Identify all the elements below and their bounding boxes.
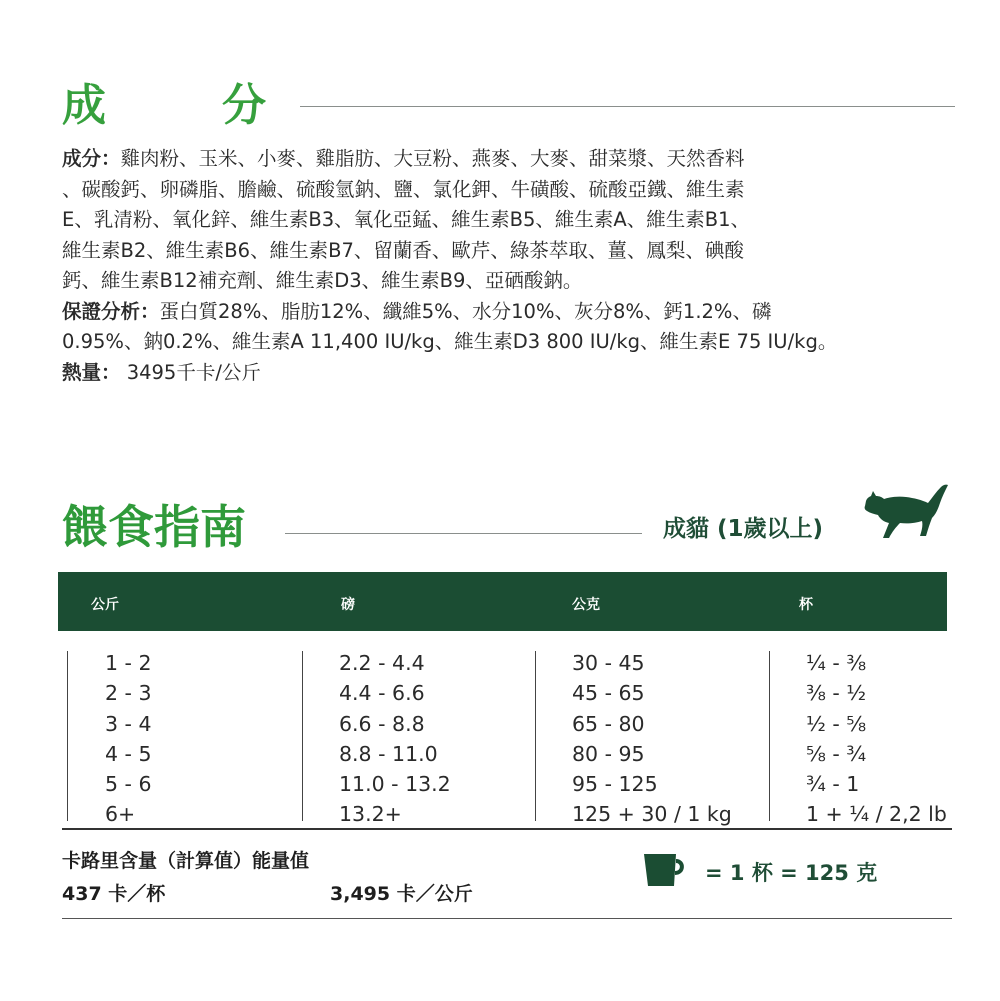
footer-rule (62, 918, 952, 919)
table-cell: 4.4 - 6.6 (339, 681, 425, 706)
table-bottom-rule (62, 828, 952, 830)
table-cell: 65 - 80 (572, 711, 645, 736)
guaranteed-analysis-line (62, 327, 962, 358)
header-grams: 公克 (572, 597, 600, 613)
table-cell: 125 + 30 / 1 kg (572, 802, 732, 827)
table-cell: 3 - 4 (105, 711, 152, 736)
table-cell: 13.2+ (339, 802, 402, 827)
ingredients-text: 維生素B2、維生素B6、維生素B7、留蘭香、歐芹、綠茶萃取、薑、鳳梨、碘酸 (62, 238, 744, 262)
ingredients-paragraph (62, 144, 962, 388)
table-cell: ⅝ - ¾ (806, 741, 867, 766)
ingredients-text: 雞肉粉、玉米、小麥、雞脂肪、大豆粉、燕麥、大麥、甜菜漿、天然香料 (120, 147, 745, 170)
header-lb: 磅 (341, 597, 355, 613)
ingredients-line (62, 236, 962, 267)
table-cell: 45 - 65 (572, 681, 645, 706)
table-cell: 8.8 - 11.0 (339, 741, 438, 766)
guaranteed-analysis-text: 蛋白質28%、脂肪12%、纖維5%、水分10%、灰分8%、鈣1.2%、磷 (159, 299, 772, 323)
header-kg: 公斤 (91, 597, 119, 613)
feeding-guide-title: 餵食指南 (62, 500, 246, 554)
table-cell: 6+ (105, 802, 136, 827)
cups-column (806, 648, 947, 830)
column-divider (67, 651, 68, 821)
ingredients-line (62, 266, 962, 297)
calorie-label: 熱量： (62, 360, 121, 384)
column-divider (769, 651, 770, 821)
ingredients-line (62, 144, 962, 175)
feeding-table-header (58, 572, 947, 631)
table-cell: 5 - 6 (105, 772, 152, 797)
guaranteed-analysis-label: 保證分析： (62, 299, 160, 323)
table-cell: ¾ - 1 (806, 772, 860, 797)
guaranteed-analysis-line (62, 297, 962, 328)
table-cell: 2.2 - 4.4 (339, 651, 425, 675)
table-cell: 6.6 - 8.8 (339, 711, 425, 736)
table-cell: ⅜ - ½ (806, 681, 867, 706)
ingredients-title-rule (300, 106, 955, 107)
table-cell: ½ - ⅝ (806, 711, 867, 736)
ingredients-line (62, 175, 962, 206)
table-cell: 1 + ¼ / 2,2 lb (806, 802, 947, 827)
cup-equivalence: = 1 杯 = 125 克 (705, 861, 878, 885)
table-cell: 11.0 - 13.2 (339, 772, 451, 797)
column-divider (535, 651, 536, 821)
table-cell: 30 - 45 (572, 651, 645, 675)
guaranteed-analysis-text: 0.95%、鈉0.2%、維生素A 11,400 IU/kg、維生素D3 800 IU/kg、維生素E 75 IU/kg。 (62, 330, 838, 353)
ingredients-text: 、碳酸鈣、卵磷脂、膽鹼、硫酸氫鈉、鹽、氯化鉀、牛磺酸、硫酸亞鐵、維生素 (62, 177, 745, 201)
table-cell: 80 - 95 (572, 741, 645, 766)
calorie-text: 3495千卡/公斤 (120, 360, 261, 384)
calorie-line (62, 358, 962, 389)
ingredients-line (62, 205, 962, 236)
header-cups: 杯 (799, 597, 813, 613)
grams-column (572, 648, 732, 830)
table-cell: 1 - 2 (105, 651, 152, 675)
ingredients-label: 成分： (62, 147, 121, 170)
column-divider (302, 651, 303, 821)
ingredients-title-char-1: 成 (62, 80, 106, 131)
table-cell: 2 - 3 (105, 681, 152, 706)
table-cell: 95 - 125 (572, 772, 658, 797)
lb-column (339, 648, 451, 830)
table-cell: 4 - 5 (105, 741, 152, 766)
ingredients-title-char-2: 分 (222, 80, 266, 131)
cat-silhouette-icon (862, 483, 952, 545)
ingredients-text: 鈣、維生素B12補充劑、維生素D3、維生素B9、亞硒酸鈉。 (62, 269, 583, 292)
calories-per-kg: 3,495 卡／公斤 (330, 883, 473, 905)
calories-per-cup: 437 卡／杯 (62, 883, 166, 905)
table-cell: ¼ - ⅜ (806, 651, 867, 675)
feeding-guide-title-rule (285, 533, 642, 534)
ingredients-text: E、乳清粉、氧化鋅、維生素B3、氧化亞錳、維生素B5、維生素A、維生素B1、 (62, 208, 751, 231)
calorie-content-title: 卡路里含量（計算值）能量值 (62, 850, 310, 872)
adult-cat-label: 成貓 (1歲以上) (663, 516, 824, 542)
kg-column (105, 648, 152, 830)
measuring-cup-icon (642, 851, 688, 889)
